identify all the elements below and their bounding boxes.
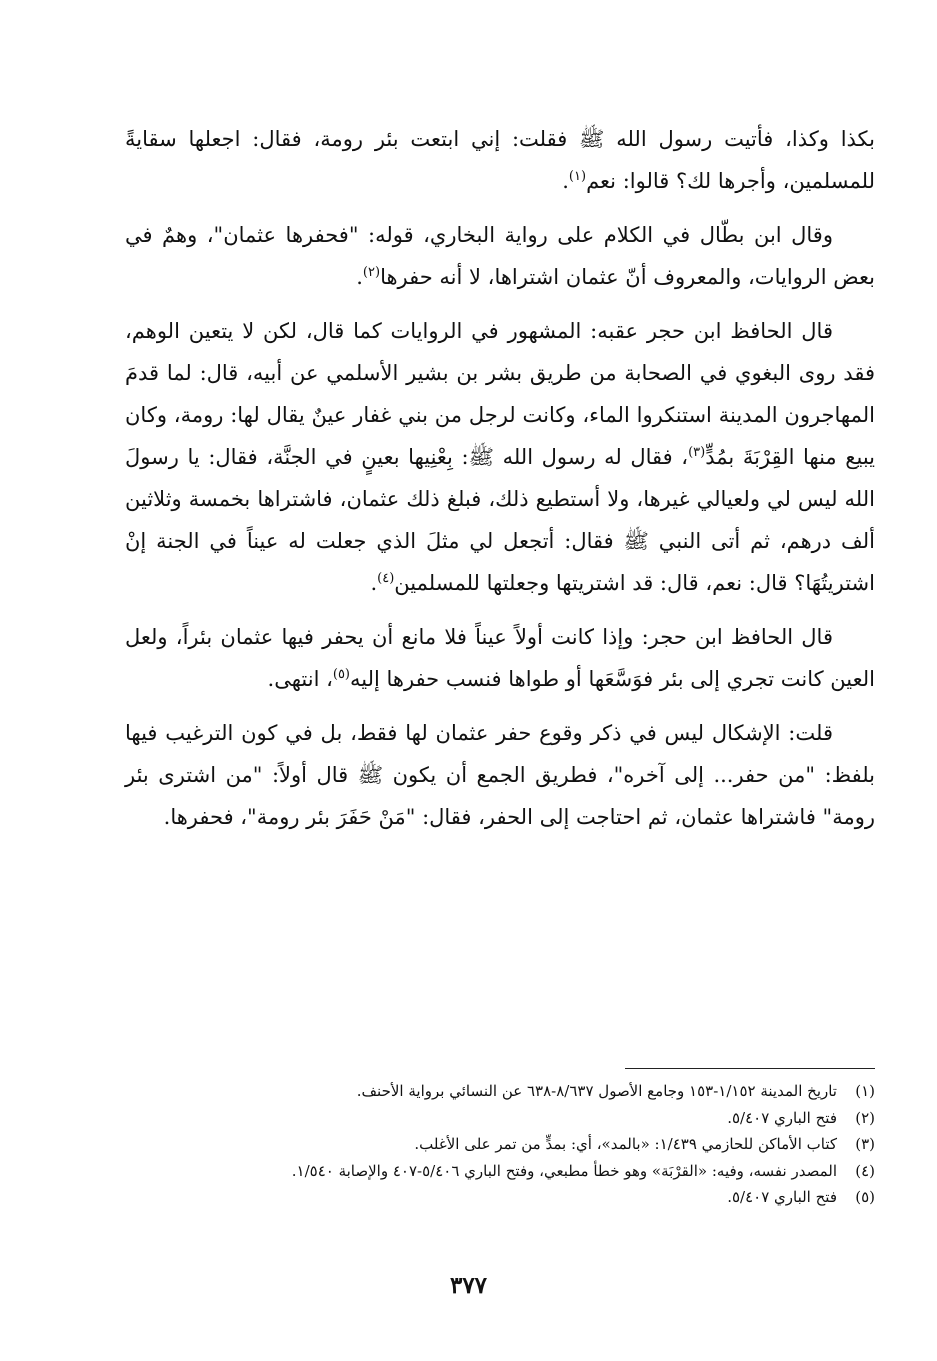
footnote-text: كتاب الأماكن للحازمي ١/٤٣٩: «بالمد»، أي: بمدٍّ من تمر على الأغلب. [414, 1135, 837, 1153]
footnote-text: فتح الباري ٥/٤٠٧. [727, 1108, 837, 1127]
footnote-number: (١) [855, 1082, 875, 1100]
footnote-ref-5[interactable]: (٥) [332, 667, 350, 682]
footnote-number: (٥) [855, 1188, 875, 1206]
paragraph-3: قال الحافظ ابن حجر عقبه: المشهور في الروايات كما قال، لكن لا يتعين الوهم، فقد روى البغوي في الصحابة من طريق بشر بن بشير الأسلمي عن أبيه، قال: لما قدمَ المهاجرون المدينة استنكروا الماء، وكانت لرجل من بني غفار عينٌ يقال لها: رومة، وكان يبيع منها القِرْبَةَ بمُدٍّ$^{(٣)}$، فقال له رسول الله ﷺ: بِعْنِيها بعينٍ في الجنَّة، فقال: يا رسولَ الله ليس لي ولعيالي غيرها، ولا أستطيع ذلك، فبلغ ذلك عثمان، فاشتراها بخمسة وثلاثين ألف درهم، ثم أتى النبي ﷺ فقال: أتجعل لي مثلَ الذي جعلت له عيناً في الجنة إنْ اشتريتُهَا؟ قال: نعم، قال: قد اشتريتها وجعلتها للمسلمين$^{(٤)}$. [125, 319, 875, 595]
footnote-4 [105, 1158, 875, 1185]
paragraph-4: قال الحافظ ابن حجر: وإذا كانت أولاً عيناً فلا مانع أن يحفر فيها عثمان بئراً، ولعل العين كانت تجري إلى بئر فوَسَّعَها أو طواها فنسب حفرها إليه$^{(٥)}$، انتهى. [125, 625, 875, 691]
footnote-number: (٣) [855, 1135, 875, 1153]
footnote-ref-3[interactable]: (٣) [688, 445, 706, 460]
footnote-5 [105, 1184, 875, 1211]
footnote-separator [625, 1068, 875, 1069]
page-number: ٣٧٧ [449, 1272, 488, 1299]
footnote-text: تاريخ المدينة ١/١٥٢-١٥٣ وجامع الأصول ٨/٦٣٧-٦٣٨ عن النسائي برواية الأحنف. [356, 1082, 837, 1100]
footnote-ref-2[interactable]: (٢) [362, 265, 381, 280]
footnote-2 [105, 1105, 875, 1132]
paragraph-1: بكذا وكذا، فأتيت رسول الله ﷺ فقلت: إني ابتعت بئر رومة، فقال: اجعلها سقايةً للمسلمين، وأجرها لك؟ قالوا: نعم$^{(١)}$. [125, 127, 875, 193]
main-text [125, 118, 875, 850]
footnote-3 [105, 1131, 875, 1158]
footnote-ref-1[interactable]: (١) [568, 169, 587, 184]
paragraph-2: وقال ابن بطّال في الكلام على رواية البخاري، قوله: "فحفرها عثمان"، وهمٌ في بعض الروايات، والمعروف أنّ عثمان اشتراها، لا أنه حفرها$^{(٢)}$. [125, 223, 875, 289]
footnote-number: (٢) [855, 1108, 875, 1127]
paragraph-5: قلت: الإشكال ليس في ذكر وقوع حفر عثمان لها فقط، بل في كون الترغيب فيها بلفظ: "من حفر... إلى آخره"، فطريق الجمع أن يكون ﷺ قال أولاً: "من اشترى بئر رومة" فاشتراها عثمان، ثم احتاجت إلى الحفر، فقال: "مَنْ حَفَرَ بئر رومة"، فحفرها. [125, 721, 875, 829]
footnotes [105, 1078, 875, 1211]
footnote-text: المصدر نفسه، وفيه: «القرْبَة» وهو خطأ مطبعي، وفتح الباري ٥/٤٠٦-٤٠٧ والإصابة ١/٥٤٠. [291, 1161, 837, 1180]
footnote-1 [105, 1078, 875, 1105]
footnote-text: فتح الباري ٥/٤٠٧. [727, 1188, 837, 1206]
footnote-ref-4[interactable]: (٤) [377, 571, 395, 586]
footnote-number: (٤) [855, 1161, 875, 1180]
